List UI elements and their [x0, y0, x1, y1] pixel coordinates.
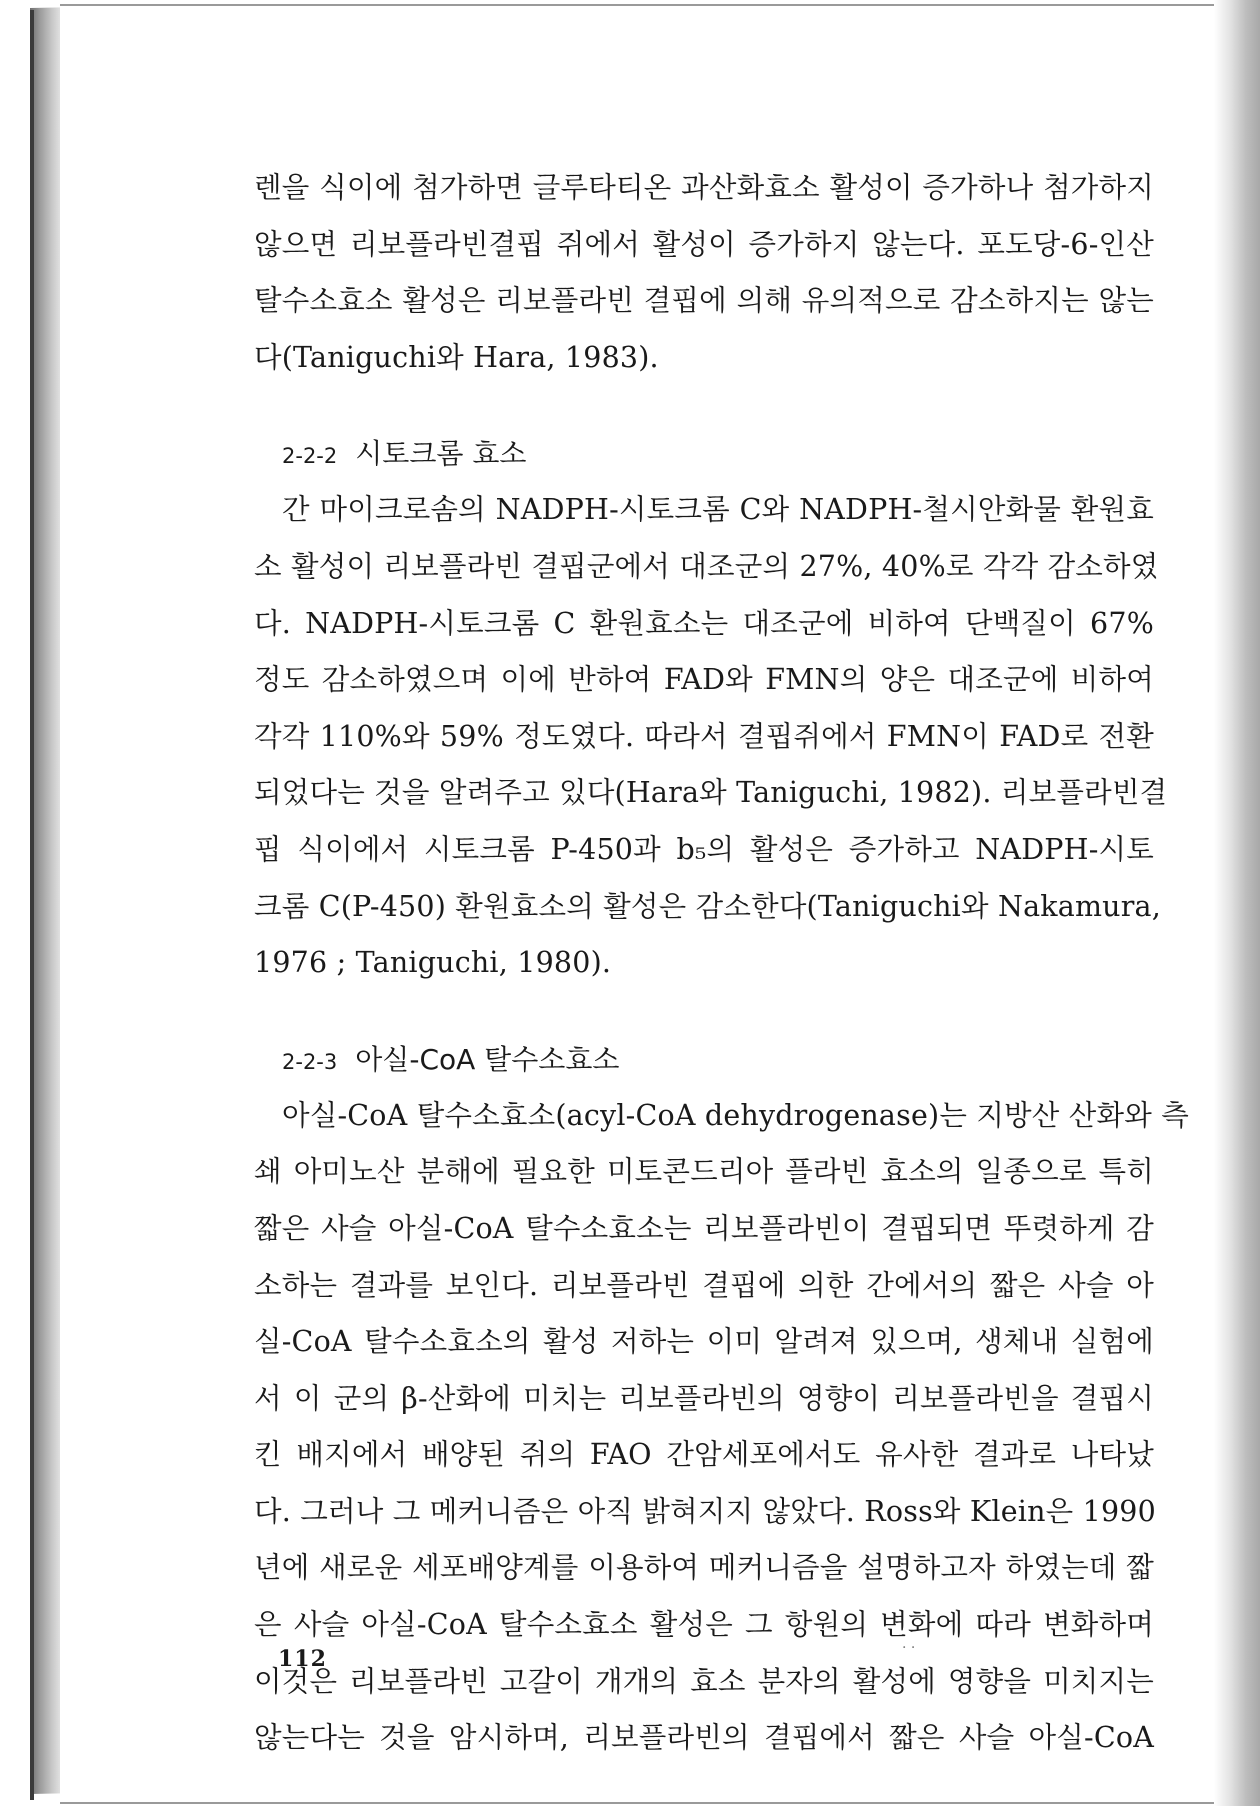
- book-spine-edge: [30, 10, 34, 1800]
- scan-speck: · ·: [902, 1640, 916, 1656]
- text-line: 탈수소효소 활성은 리보플라빈 결핍에 의해 유의적으로 감소하지는 않는: [254, 284, 1154, 318]
- text-line: 않으면 리보플라빈결핍 쥐에서 활성이 증가하지 않는다. 포도당-6-인산: [254, 227, 1154, 261]
- text-line: 서 이 군의 β-산화에 미치는 리보플라빈의 영향이 리보플라빈을 결핍시: [254, 1381, 1154, 1415]
- page-number: 112: [278, 1646, 327, 1672]
- text-line: 다(Taniguchi와 Hara, 1983).: [254, 340, 659, 374]
- text-line: 아실-CoA 탈수소효소(acyl-CoA dehydrogenase)는 지방산 산화와 측: [282, 1098, 1189, 1132]
- text-line: 다. 그러나 그 메커니즘은 아직 밝혀지지 않았다. Ross와 Klein은 1990: [254, 1494, 1156, 1528]
- page-text-block: [254, 160, 1189, 1767]
- section-title: 아실-CoA 탈수소효소: [355, 1042, 620, 1076]
- book-spine-shadow: [30, 7, 62, 1794]
- section-number: 2-2-3: [282, 1049, 338, 1074]
- section-body-2-2-3: [254, 1088, 1189, 1767]
- section-body-2-2-2: [254, 482, 1168, 991]
- section-heading-2-2-2: [254, 426, 1154, 482]
- paragraph-continued: [254, 160, 1154, 386]
- text-line: 핍 식이에서 시토크롬 P-450과 b₅의 활성은 증가하고 NADPH-시토: [254, 832, 1154, 866]
- text-line: 실-CoA 탈수소효소의 활성 저하는 이미 알려져 있으며, 생체내 실험에: [254, 1325, 1154, 1359]
- text-line: 다. NADPH-시토크롬 C 환원효소는 대조군에 비하여 단백질이 67%: [254, 606, 1154, 640]
- text-line: 년에 새로운 세포배양계를 이용하여 메커니즘을 설명하고자 하였는데 짧: [254, 1551, 1154, 1585]
- section-number: 2-2-2: [282, 444, 338, 469]
- text-line: 소하는 결과를 보인다. 리보플라빈 결핍에 의한 간에서의 짧은 사슬 아: [254, 1268, 1154, 1302]
- section-heading-2-2-3: [254, 1032, 1154, 1088]
- page-edge-shadow: [1214, 0, 1260, 1806]
- text-line: 않는다는 것을 암시하며, 리보플라빈의 결핍에서 짧은 사슬 아실-CoA: [254, 1721, 1154, 1755]
- text-line: 은 사슬 아실-CoA 탈수소효소 활성은 그 항원의 변화에 따라 변화하며: [254, 1608, 1154, 1642]
- section-title: 시토크롬 효소: [355, 437, 527, 471]
- text-line: 정도 감소하였으며 이에 반하여 FAD와 FMN의 양은 대조군에 비하여: [254, 663, 1154, 697]
- text-line: 짧은 사슬 아실-CoA 탈수소효소는 리보플라빈이 결핍되면 뚜렷하게 감: [254, 1211, 1154, 1245]
- text-line: 간 마이크로솜의 NADPH-시토크롬 C와 NADPH-철시안화물 환원효: [282, 493, 1154, 527]
- text-line: 소 활성이 리보플라빈 결핍군에서 대조군의 27%, 40%로 각각 감소하였: [254, 549, 1159, 583]
- text-line: 크롬 C(P-450) 환원효소의 활성은 감소한다(Taniguchi와 Nakamura,: [254, 889, 1162, 923]
- text-line: 킨 배지에서 배양된 쥐의 FAO 간암세포에서도 유사한 결과로 나타났: [254, 1438, 1154, 1472]
- text-line: 이것은 리보플라빈 고갈이 개개의 효소 분자의 활성에 영향을 미치지는: [254, 1664, 1154, 1698]
- text-line: 되었다는 것을 알려주고 있다(Hara와 Taniguchi, 1982). 리보플라빈결: [254, 776, 1168, 810]
- text-line: 렌을 식이에 첨가하면 글루타티온 과산화효소 활성이 증가하나 첨가하지: [254, 171, 1154, 204]
- text-line: 쇄 아미노산 분해에 필요한 미토콘드리아 플라빈 효소의 일종으로 특히: [254, 1155, 1154, 1189]
- text-line: 각각 110%와 59% 정도였다. 따라서 결핍쥐에서 FMN이 FAD로 전환: [254, 719, 1154, 753]
- text-line: 1976 ; Taniguchi, 1980).: [254, 946, 612, 980]
